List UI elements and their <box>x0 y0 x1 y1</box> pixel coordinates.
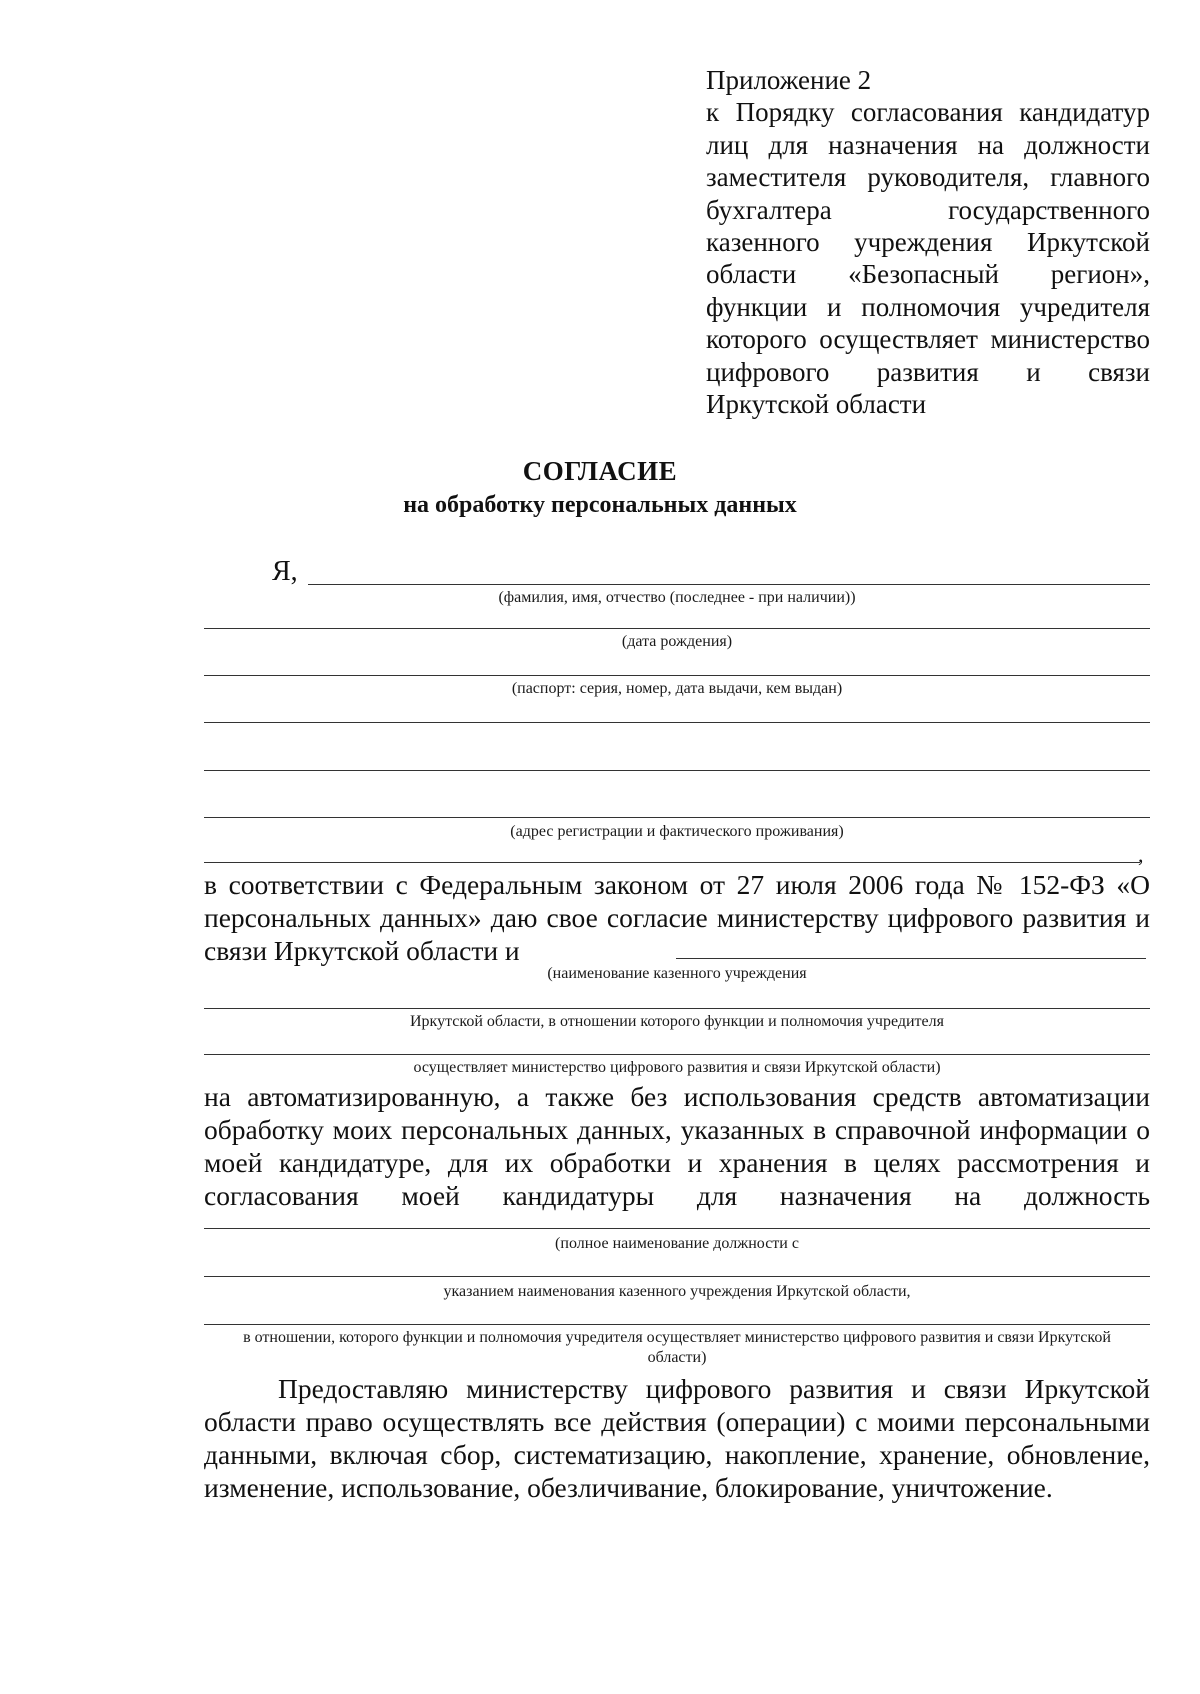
caption-position-2: указанием наименования казенного учреждения Иркутской области, <box>443 1283 911 1300</box>
dob-line[interactable] <box>204 628 1150 629</box>
blank-line-1[interactable] <box>204 722 1150 723</box>
caption-institution-2: Иркутской области, в отношении которого функции и полномочия учредителя <box>409 1013 944 1030</box>
caption-institution-3: осуществляет министерство цифрового развития и связи Иркутской области) <box>413 1059 941 1076</box>
ya-label: Я, <box>272 556 298 587</box>
fio-line[interactable] <box>308 584 1150 585</box>
address-comma: , <box>1138 842 1144 867</box>
caption-institution-1: (наименование казенного учреждения <box>547 965 807 982</box>
consent-paragraph-2: на автоматизированную, а также без использования средств автоматизации обработку моих персональных данных, указанных в справочной информации о моей кандидатуре, для их обработки и хранения в целях рассмотрения и согласования моей кандидатуры для назначения на должность <box>204 1081 1150 1211</box>
caption-dob: (дата рождения) <box>621 633 733 650</box>
caption-position-3: в отношении, которого функции и полномочия учредителя осуществляет министерство цифрового развития и связи Иркутской области) <box>243 1329 1111 1366</box>
passport-line[interactable] <box>204 675 1150 676</box>
position-line-3[interactable] <box>204 1324 1150 1325</box>
caption-position-1: (полное наименование должности с <box>555 1235 799 1252</box>
institution-line-3[interactable] <box>204 1054 1150 1055</box>
appendix-header: Приложение 2 к Порядку согласования кандидатур лиц для назначения на должности заместителя руководителя, главного бухгалтера государственного казенного учреждения Иркутской области «Безопасный регион», функции и полномочия учредителя которого осуществляет министерство цифрового развития и связи Иркутской области <box>706 65 1150 420</box>
blank-line-2[interactable] <box>204 770 1150 771</box>
consent-paragraph-3: Предоставляю министерству цифрового развития и связи Иркутской области право осуществлять все действия (операции) с моими персональными данными, включая сбор, систематизацию, накопление, хранение, обновление, изменение, использование, обезличивание, блокирование, уничтожение. <box>204 1373 1150 1503</box>
document-subtitle: на обработку персональных данных <box>403 492 797 518</box>
address-line-2[interactable] <box>204 862 1140 863</box>
position-line[interactable] <box>204 1228 1150 1229</box>
caption-passport: (паспорт: серия, номер, дата выдачи, кем выдан) <box>511 680 843 697</box>
institution-line-2[interactable] <box>204 1008 1150 1009</box>
document-title: СОГЛАСИЕ <box>522 456 678 486</box>
caption-fio: (фамилия, имя, отчество (последнее - при наличии)) <box>498 589 856 606</box>
position-line-2[interactable] <box>204 1276 1150 1277</box>
consent-paragraph-1: в соответствии с Федеральным законом от 27 июля 2006 года № 152-ФЗ «О персональных данных» даю свое согласие министерству цифрового развития и связи Иркутской области и <box>204 869 1150 966</box>
address-line[interactable] <box>204 817 1150 818</box>
caption-address: (адрес регистрации и фактического проживания) <box>510 823 844 840</box>
institution-line[interactable] <box>676 958 1146 959</box>
